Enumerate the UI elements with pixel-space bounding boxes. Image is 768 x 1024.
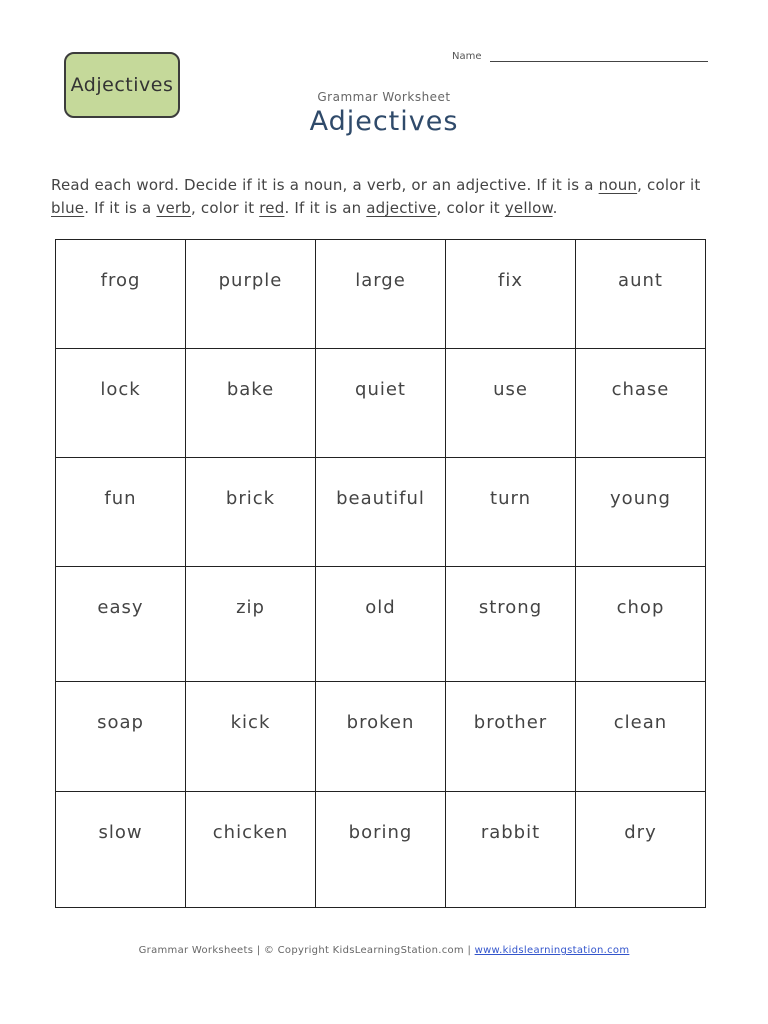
name-label: Name — [452, 51, 482, 62]
word-cell[interactable]: slow — [56, 792, 186, 908]
instr-text-4: , color it — [190, 199, 260, 217]
word-cell[interactable]: brother — [446, 682, 576, 792]
grid-row — [56, 240, 706, 349]
footer-link[interactable]: www.kidslearningstation.com — [474, 945, 630, 956]
word-grid — [55, 239, 706, 908]
badge-label: Adjectives — [70, 74, 174, 96]
instr-text-6: , color it — [436, 199, 505, 217]
name-blank-line[interactable] — [490, 50, 708, 62]
word-cell[interactable]: strong — [446, 567, 576, 682]
word-cell[interactable]: dry — [576, 792, 706, 908]
word-cell[interactable]: turn — [446, 458, 576, 567]
word-cell[interactable]: beautiful — [316, 458, 446, 567]
word-cell[interactable]: chop — [576, 567, 706, 682]
word-cell[interactable]: old — [316, 567, 446, 682]
instr-text-5: . If it is an — [284, 199, 367, 217]
grid-row — [56, 567, 706, 682]
instr-word-adjective: adjective — [366, 199, 437, 217]
word-cell[interactable]: kick — [186, 682, 316, 792]
word-cell[interactable]: purple — [186, 240, 316, 349]
word-cell[interactable]: bake — [186, 349, 316, 458]
word-cell[interactable]: clean — [576, 682, 706, 792]
instr-text-1: Read each word. Decide if it is a noun, a verb, or an adjective. If it is a — [51, 176, 599, 194]
word-cell[interactable]: zip — [186, 567, 316, 682]
word-cell[interactable]: quiet — [316, 349, 446, 458]
word-cell[interactable]: use — [446, 349, 576, 458]
footer — [0, 945, 768, 956]
word-cell[interactable]: frog — [56, 240, 186, 349]
word-cell[interactable]: lock — [56, 349, 186, 458]
grid-row — [56, 349, 706, 458]
word-cell[interactable]: rabbit — [446, 792, 576, 908]
instructions — [51, 174, 731, 220]
instr-word-yellow: yellow — [504, 199, 553, 217]
word-cell[interactable]: large — [316, 240, 446, 349]
instr-word-verb: verb — [156, 199, 191, 217]
word-cell[interactable]: easy — [56, 567, 186, 682]
word-cell[interactable]: young — [576, 458, 706, 567]
footer-text: Grammar Worksheets | © Copyright KidsLearningStation.com | — [138, 945, 475, 956]
name-field — [452, 50, 708, 62]
instr-text-2: , color it — [637, 176, 701, 194]
word-cell[interactable]: fix — [446, 240, 576, 349]
instr-word-blue: blue — [51, 199, 85, 217]
grid-row — [56, 792, 706, 908]
instr-text-7: . — [552, 199, 558, 217]
grid-row — [56, 682, 706, 792]
word-cell[interactable]: soap — [56, 682, 186, 792]
page-subtitle: Grammar Worksheet — [317, 90, 451, 104]
word-cell[interactable]: fun — [56, 458, 186, 567]
word-cell[interactable]: chicken — [186, 792, 316, 908]
word-cell[interactable]: boring — [316, 792, 446, 908]
instr-text-3: . If it is a — [84, 199, 157, 217]
instr-word-red: red — [259, 199, 285, 217]
word-cell[interactable]: aunt — [576, 240, 706, 349]
word-cell[interactable]: chase — [576, 349, 706, 458]
word-cell[interactable]: brick — [186, 458, 316, 567]
word-cell[interactable]: broken — [316, 682, 446, 792]
instr-word-noun: noun — [598, 176, 638, 194]
grid-row — [56, 458, 706, 567]
page-title: Adjectives — [309, 106, 459, 137]
